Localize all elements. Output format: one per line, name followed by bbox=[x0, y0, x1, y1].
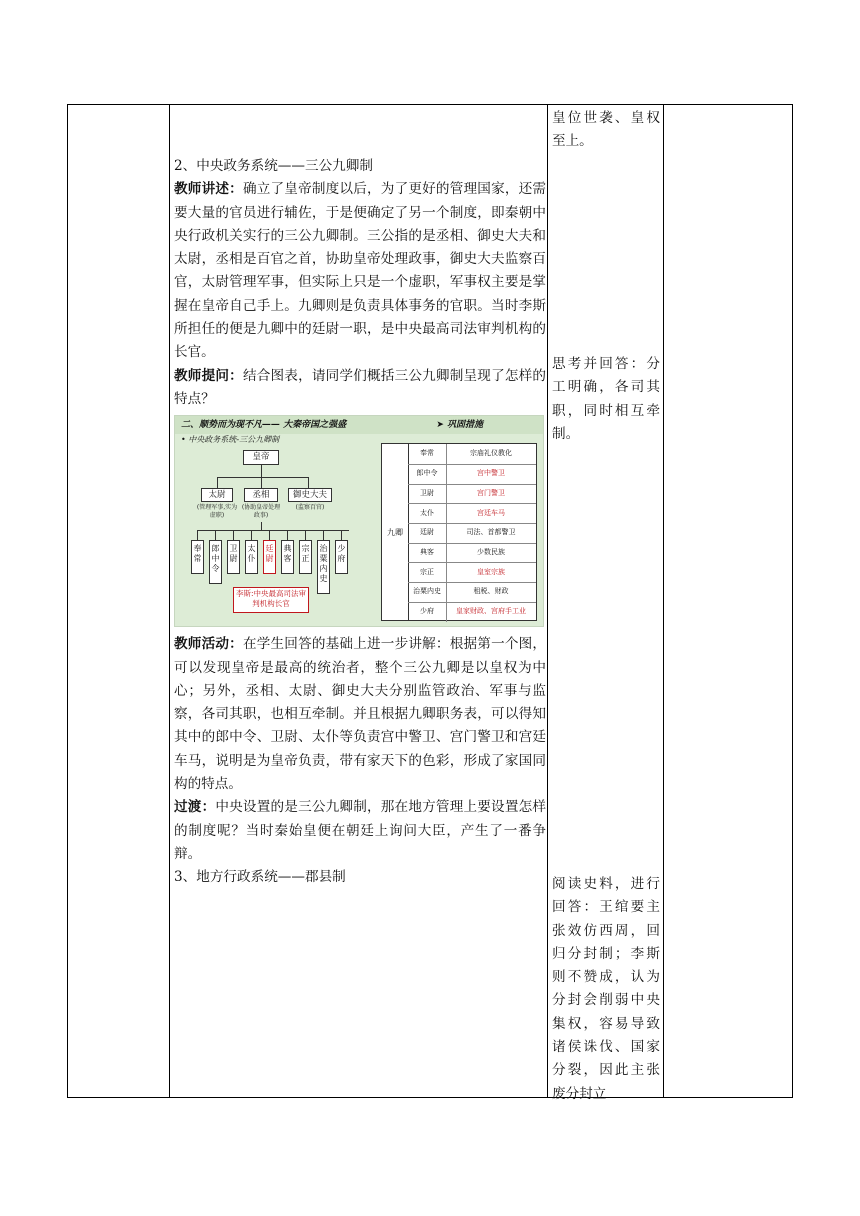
teaching-content bbox=[174, 155, 546, 890]
minister-dianke: 典客 bbox=[281, 540, 294, 574]
emperor-box: 皇帝 bbox=[243, 450, 279, 465]
three-lords-nine-ministers-figure bbox=[174, 415, 544, 627]
student-activity-1: 皇位世袭、皇权至上。 bbox=[552, 110, 660, 150]
minister-zongzheng: 宗正 bbox=[299, 540, 312, 574]
taiwei-note: (管理军事,实为虚职) bbox=[196, 504, 238, 520]
table-row: 奉常 宗庙礼仪教化 bbox=[408, 444, 536, 465]
column-divider bbox=[547, 105, 548, 1097]
li-si-note: 李斯:中央最高司法审判机构长官 bbox=[233, 587, 309, 613]
teacher-question: 教师提问：结合图表，请同学们概括三公九卿制呈现了怎样的特点？ bbox=[174, 367, 547, 407]
table-row: 太仆 宫廷车马 bbox=[408, 503, 536, 524]
table-row: 典客 少数民族 bbox=[408, 543, 536, 564]
chengxiang-box: 丞相 bbox=[244, 488, 278, 502]
minister-taipu: 太仆 bbox=[245, 540, 258, 574]
minister-shaofu: 少府 bbox=[335, 540, 348, 574]
section-heading-2: 2、中央政务系统——三公九卿制 bbox=[174, 158, 373, 174]
minister-weiwei: 卫尉 bbox=[227, 540, 240, 574]
table-row: 廷尉 司法、首都警卫 bbox=[408, 523, 536, 544]
minister-zhisuneishi: 治粟内史 bbox=[317, 540, 330, 594]
column-divider bbox=[169, 105, 170, 1097]
teacher-activity: 教师活动：在学生回答的基础上进一步讲解：根据第一个图，可以发现皇帝是最高的统治者，整个三公九卿是以皇权为中心；另外，丞相、太尉、御史大夫分别监管政治、军事与监察，各司其职，也相互牵制。并且根据九卿职务表，可以得知其中的郎中令、卫尉、太仆等负责宫中警卫、宫门警卫和宫廷车马，说明是为皇帝负责，带有家天下的色彩，形成了家国同构的特点。 bbox=[174, 636, 547, 793]
taiwei-box: 太尉 bbox=[201, 488, 233, 502]
table-row: 少府 皇家财政、宫府手工业 bbox=[408, 602, 536, 622]
figure-subtitle: • 中央政务系统-三公九卿制 bbox=[181, 435, 280, 445]
table-group-label: 九卿 bbox=[382, 444, 409, 620]
student-activity-2: 思考并回答：分工明确，各司其职，同时相互牵制。 bbox=[552, 356, 660, 442]
table-row: 宗正 皇室宗族 bbox=[408, 562, 536, 583]
chengxiang-note: (协助皇帝处理政事) bbox=[241, 504, 281, 520]
table-row: 治粟内史 租税、财政 bbox=[408, 582, 536, 603]
teacher-lecture: 教师讲述：确立了皇帝制度以后，为了更好的管理国家，还需要大量的官员进行辅佐，于是便确定了另一个制度，即秦朝中央行政机关实行的三公九卿制。三公指的是丞相、御史大夫和太尉，丞相是百官之首，协助皇帝处理政事，御史大夫监察百官，太尉管理军事，但实际上只是一个虚职，军事权主要是掌握在皇帝自己手上。九卿则是负责具体事务的官职。当时李斯所担任的便是九卿中的廷尉一职，是中央最高司法审判机构的长官。 bbox=[174, 181, 547, 361]
section-heading-3: 3、地方行政系统——郡县制 bbox=[174, 869, 346, 886]
yushidafu-box: 御史大夫 bbox=[288, 488, 332, 502]
column-divider bbox=[663, 105, 664, 1097]
transition: 过渡：中央设置的是三公九卿制，那在地方管理上要设置怎样的制度呢？当时秦始皇便在朝廷上询问大臣，产生了一番争辩。 bbox=[174, 799, 547, 862]
student-activity-3: 阅读史料，进行回答：王绾要主张效仿西周，回归分封制；李斯则不赞成，认为分封会削弱中央集权，容易导致诸侯诛伐、国家分裂，因此主张废分封立 bbox=[552, 876, 660, 1102]
lesson-table bbox=[67, 104, 793, 1102]
figure-header: 二、顺势而为现不凡—— 大秦帝国之强盛 ➤ 巩固措施 bbox=[175, 416, 543, 434]
minister-tingwei: 廷尉 bbox=[263, 540, 276, 574]
table-row: 郎中令 宫中警卫 bbox=[408, 464, 536, 485]
minister-fengchang: 奉常 bbox=[191, 540, 204, 574]
minister-langzhongling: 郎中令 bbox=[209, 540, 222, 584]
table-row: 卫尉 宫门警卫 bbox=[408, 484, 536, 505]
nine-ministers-table bbox=[381, 443, 537, 621]
yushidafu-note: (监察百官) bbox=[295, 504, 325, 512]
